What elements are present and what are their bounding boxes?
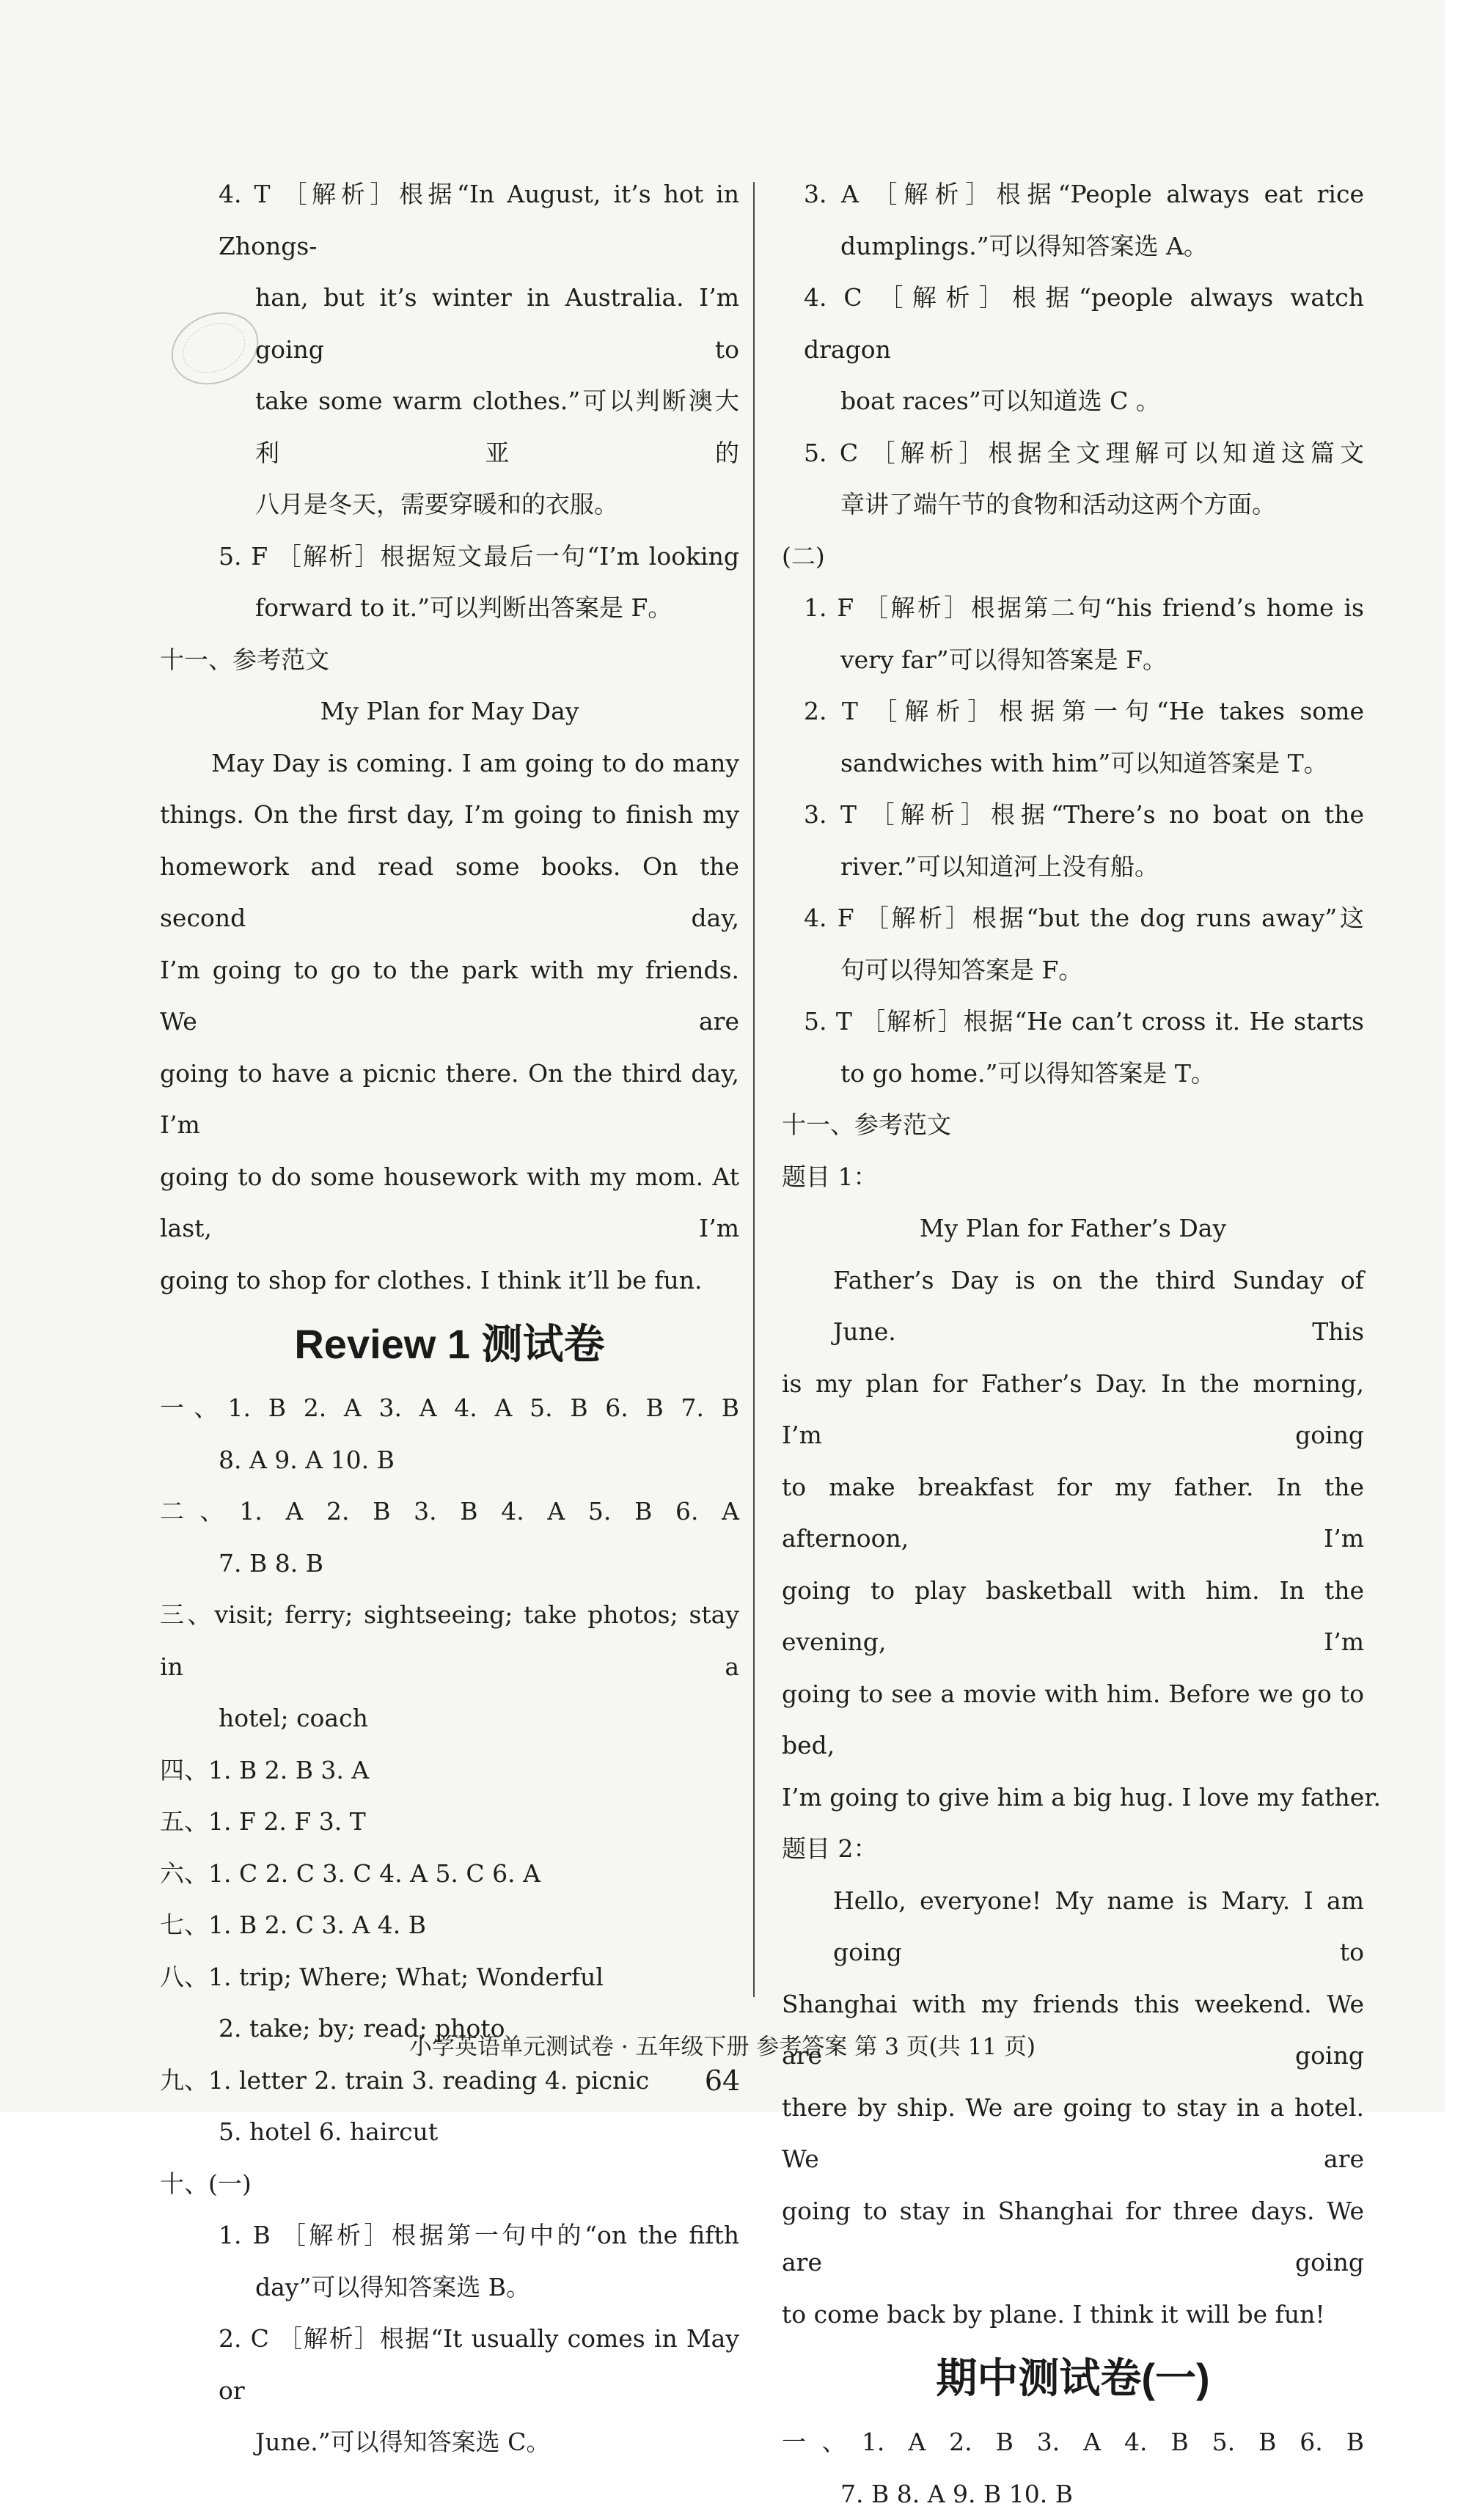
answer-line: 4. C ［解析］根据“people always watch dragon [782, 272, 1364, 376]
answer-line: 1. B ［解析］根据第一句中的“on the fifth [160, 2210, 739, 2262]
essay-line: homework and read some books. On the second day, [160, 841, 739, 945]
answer-line: 5. hotel 6. haircut [160, 2106, 739, 2158]
answer-line: 一、1. B 2. A 3. A 4. A 5. B 6. B 7. B [160, 1382, 739, 1435]
essay-line: going to play basketball with him. In the evening, I’m [782, 1565, 1364, 1669]
answer-line: 一、1. A 2. B 3. A 4. B 5. B 6. B [782, 2417, 1364, 2469]
answer-line: take some warm clothes.”可以判断澳大利亚的 [160, 376, 739, 479]
answer-line: 7. B 8. A 9. B 10. B [782, 2469, 1364, 2520]
essay-line: May Day is coming. I am going to do many [160, 738, 739, 790]
essay-line: Hello, everyone! My name is Mary. I am going to [782, 1875, 1364, 1979]
answer-line: 3. T ［解析］根据“There’s no boat on the [782, 789, 1364, 841]
answer-line: to go home.”可以得知答案是 T。 [782, 1048, 1364, 1100]
page-number: 64 [0, 2065, 1445, 2097]
answer-line: 4. F ［解析］根据“but the dog runs away”这 [782, 893, 1364, 945]
essay-title: My Plan for Father’s Day [782, 1203, 1364, 1255]
answer-line: 2. C ［解析］根据“It usually comes in May or [160, 2313, 739, 2417]
answer-line: hotel; coach [160, 1693, 739, 1745]
essay-line: Father’s Day is on the third Sunday of June. This [782, 1255, 1364, 1358]
essay-line: going to have a picnic there. On the third day, I’m [160, 1048, 739, 1151]
answer-line: 六、1. C 2. C 3. C 4. A 5. C 6. A [160, 1848, 739, 1900]
answer-line: 十、(一) [160, 2158, 739, 2211]
essay-line: going to do some housework with my mom. At last, I’m [160, 1151, 739, 1255]
sub-section-heading: (二) [782, 531, 1364, 583]
right-column [782, 169, 1364, 2520]
answer-line: 8. A 9. A 10. B [160, 1435, 739, 1487]
answer-line: 三、visit; ferry; sightseeing; take photos; stay in a [160, 1589, 739, 1693]
essay-line: going to see a movie with him. Before we go to bed, [782, 1669, 1364, 1772]
answer-line: very far”可以得知答案是 F。 [782, 634, 1364, 686]
section-heading: 十一、参考范文 [782, 1099, 1364, 1151]
essay-line: to make breakfast for my father. In the afternoon, I’m [782, 1462, 1364, 1565]
answer-line: sandwiches with him”可以知道答案是 T。 [782, 738, 1364, 790]
answer-line: 章讲了端午节的食物和活动这两个方面。 [782, 479, 1364, 531]
topic-label: 题目 1： [782, 1151, 1364, 1204]
footer-caption: 小学英语单元测试卷 · 五年级下册 参考答案 第 3 页(共 11 页) [0, 2028, 1445, 2061]
essay-line: to come back by plane. I think it will be fun! [782, 2289, 1364, 2341]
answer-line: dumplings.”可以得知答案选 A。 [782, 221, 1364, 273]
essay-line: Shanghai with my friends this weekend. We are going [782, 1979, 1364, 2082]
answer-line: han, but it’s winter in Australia. I’m going to [160, 272, 739, 376]
left-column [160, 169, 739, 2469]
essay-line: things. On the first day, I’m going to finish my [160, 789, 739, 841]
answer-line: 八、1. trip; Where; What; Wonderful [160, 1952, 739, 2004]
column-divider [753, 182, 755, 1997]
answer-line: 2. take; by; read; photo [160, 2003, 739, 2055]
answer-line: 句可以得知答案是 F。 [782, 945, 1364, 997]
answer-line: 五、1. F 2. F 3. T [160, 1796, 739, 1848]
essay-line: I’m going to go to the park with my friends. We are [160, 945, 739, 1048]
answer-line: 九、1. letter 2. train 3. reading 4. picnic [160, 2055, 739, 2107]
answer-line: 3. A ［解析］根据“People always eat rice [782, 169, 1364, 221]
answer-line: river.”可以知道河上没有船。 [782, 841, 1364, 893]
answer-line: forward to it.”可以判断出答案是 F。 [160, 582, 739, 634]
section-title: Review 1 测试卷 [160, 1306, 739, 1382]
essay-line: is my plan for Father’s Day. In the morning, I’m going [782, 1358, 1364, 1462]
answer-line: 八月是冬天，需要穿暖和的衣服。 [160, 479, 739, 531]
section-title: 期中测试卷(一) [782, 2340, 1364, 2417]
essay-line: going to shop for clothes. I think it’ll be fun. [160, 1255, 739, 1307]
answer-line: 二、1. A 2. B 3. B 4. A 5. B 6. A [160, 1486, 739, 1538]
essay-line: going to stay in Shanghai for three days. We are going [782, 2186, 1364, 2289]
answer-line: June.”可以得知答案选 C。 [160, 2417, 739, 2469]
answer-line: 七、1. B 2. C 3. A 4. B [160, 1900, 739, 1952]
topic-label: 题目 2： [782, 1823, 1364, 1875]
answer-line: day”可以得知答案选 B。 [160, 2262, 739, 2314]
answer-line: 5. C ［解析］根据全文理解可以知道这篇文 [782, 428, 1364, 480]
essay-title: My Plan for May Day [160, 686, 739, 738]
answer-line: 1. F ［解析］根据第二句“his friend’s home is [782, 582, 1364, 634]
answer-line: 四、1. B 2. B 3. A [160, 1745, 739, 1797]
answer-line: 5. T ［解析］根据“He can’t cross it. He starts [782, 996, 1364, 1048]
answer-line: 2. T ［解析］根据第一句“He takes some [782, 686, 1364, 738]
answer-line: 4. T ［解析］根据“In August, it’s hot in Zhongs- [160, 169, 739, 272]
answer-line: 5. F ［解析］根据短文最后一句“I’m looking [160, 531, 739, 583]
section-heading: 十一、参考范文 [160, 634, 739, 686]
essay-line: I’m going to give him a big hug. I love my father. [782, 1772, 1364, 1824]
essay-line: there by ship. We are going to stay in a hotel. We are [782, 2082, 1364, 2186]
answer-line: 7. B 8. B [160, 1538, 739, 1590]
answer-line: boat races”可以知道选 C 。 [782, 376, 1364, 428]
